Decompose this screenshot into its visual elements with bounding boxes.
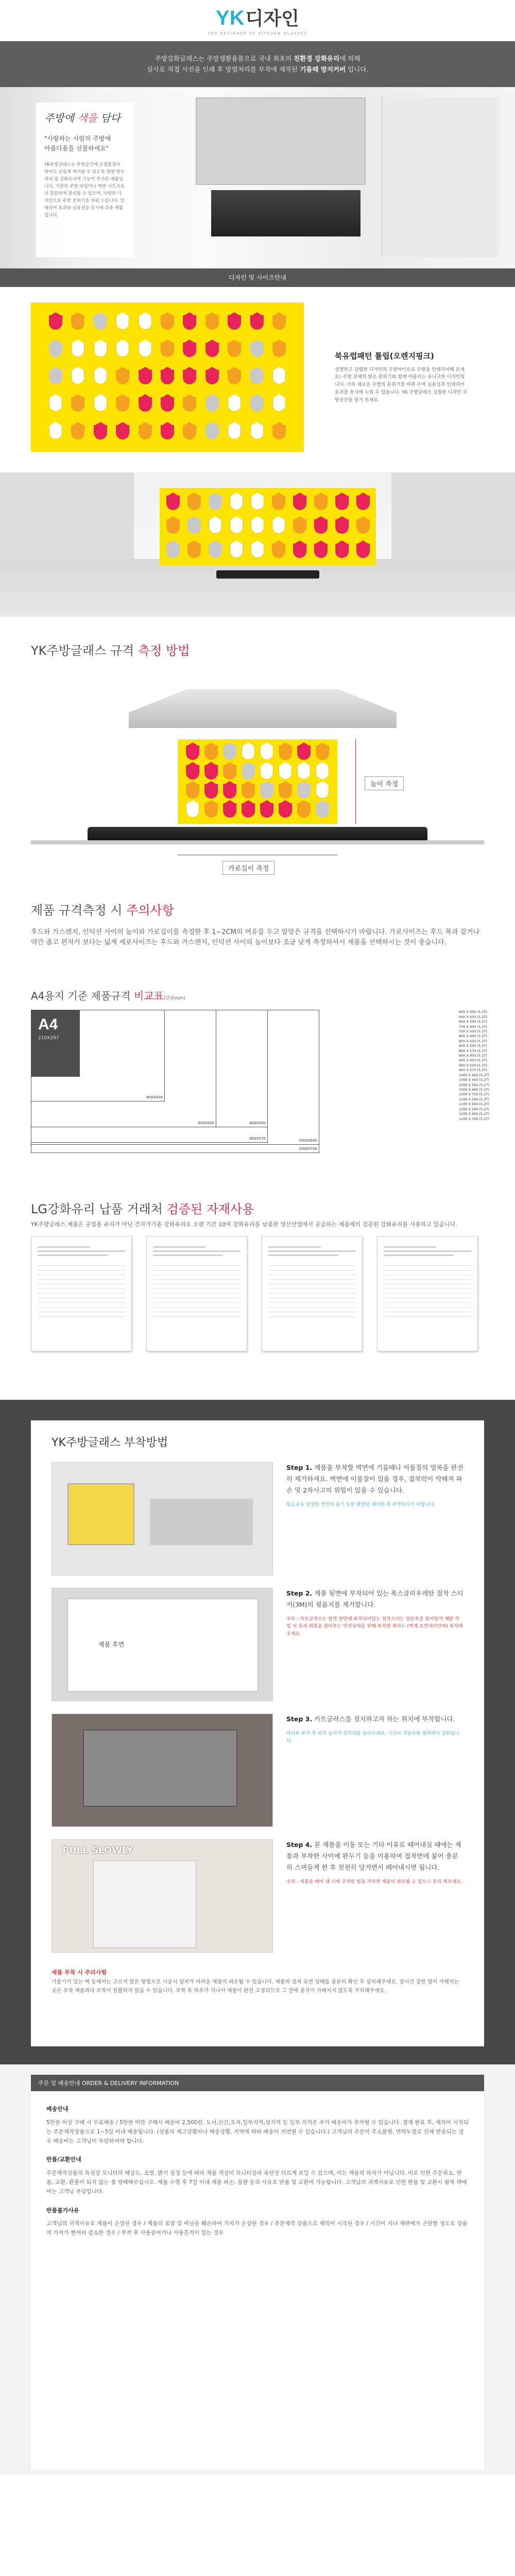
attach-card [31,1420,484,2046]
tulip-icon [272,425,286,439]
tulip-icon [228,370,241,384]
tulip-icon [356,519,370,534]
logo-yk: YK [216,7,245,29]
tulip-icon [183,370,196,384]
tulip-icon [260,784,273,799]
tulip-icon [71,397,84,412]
kitchen-photo [0,87,515,268]
step-2 [52,1588,464,1701]
tulip-icon [166,496,180,510]
section-title-bar: 디자인 및 사이즈안내 [0,268,515,287]
tulip-icon [230,496,243,510]
shipping-title: 배송안내 [46,2106,68,2113]
tulip-icon [139,370,152,384]
tulip-icon [116,397,129,412]
certificate-document [377,1236,478,1351]
delivery-section [0,2064,515,2475]
cabinet-right [391,472,515,559]
kitchen-oven [211,190,360,236]
tulip-icon [242,784,255,799]
attach-warning: 제품 부착 시 주의사항 기울기가 있는 벽 등에서는 고르지 않은 방법으로 시공시 설치가 어려운 제품이 파손될 수 있습니다. 제품의 설치 표면 상태를 충분히 확인 후 설치해주세요. 장시간 강한 열이 가해지는 곳은 부착 제품과의 부착이 원활하지 않을 수 있습니다. 부착 후 하루가 지나야 제품이 완전 고정되므로 그 전에 충격이 가해지지 않도록 주의해주세요. [52,1969,459,1994]
delivery-header: 주문 및 배송안내 ORDER & DELIVERY INFORMATION [31,2075,484,2091]
tulip-icon [139,425,152,439]
tulip-icon [251,544,264,558]
tulip-icon [205,370,219,384]
step4-title: Step 4. [286,1841,313,1849]
tulip-icon [272,544,285,558]
tulip-icon [272,370,286,384]
tulip-icon [251,519,264,534]
width-label: 가로길이 측정 [222,861,274,875]
caution-text: 후드와 가스렌지, 인덕션 사이의 높이와 가로길이를 측정한 후 1~2CM의 여유를 두고 알맞은 규격을 선택하시기 바랍니다. 가로사이즈는 후드 폭과 같거나 약간 좁고 편차가 보다는 넓게 세로사이즈는 후드와 가스렌지, 인덕션 사이의 높이보다 조금 낮게 측정하셔서 제품을 선택하시는 것이 좋습니다. [31,928,480,947]
tulip-icon [209,496,222,510]
tulip-icon [335,519,349,534]
step1-text: 제품을 부착할 벽면에 기름때나 이물질의 얼룩을 완전히 제거하세요. 벽면에 이물질이 있을 경우, 접착력이 약해져 파손 및 2차사고의 위험이 있을 수 있습니다. [286,1464,464,1494]
tulip-icon [161,397,174,412]
lg-text: YK주방글래스 제품은 공업용 유리가 아닌 건자가기용 강화유리로 오랜 기간 10여 강화유리를 납품한 영산산업에서 공급하는 제품에의 검증된 강화유리를 사용하고 있습니다. [31,1221,457,1228]
tulip-icon [139,343,152,357]
tulip-icon [183,397,196,412]
lg-glass-section [0,1183,515,1400]
tulip-icon [205,315,219,330]
tulip-icon [204,803,218,818]
size-list-item: 900 X 400 (5.2T) [459,1054,487,1058]
tulip-icon [186,784,199,799]
caution-title: 제품 규격측정 시 [31,903,127,918]
tulip-icon [116,343,129,357]
tulip-icon [260,803,273,818]
attach-method-section [0,1400,515,2064]
size-list-item: 800 X 570 (5.2T) [459,1048,487,1053]
exchange-title: 반품/교환안내 [46,2156,81,2163]
intro-text: 실사로 직접 사진을 인쇄 후 방염처리를 부착에 제작된 [146,65,300,73]
tulip-icon [251,496,264,510]
step4-text: 본 제품을 이동 또는 기타 이유로 떼어내실 때에는 제품과 부착한 사이에 완두기 등을 이용하여 접착면에 붙어 충분히 스며들게 한 후 천천히 당겨면서 떼어내시면 됩니다. [286,1841,461,1871]
logo-design: 디자인 [245,8,299,29]
tulip-icon [242,745,255,760]
size-list-item: 900 X 500 (5.2T) [459,1063,487,1067]
height-label: 높이 측정 [365,776,404,790]
tulip-icon [204,745,218,760]
tulip-icon [161,315,174,330]
size-compare-chart [31,1010,489,1164]
size-box: 600X500 [31,1010,216,1127]
card-headline: 주방에 색을 담다 [44,112,121,125]
a4-paper: A4 210X297 [31,1010,80,1077]
tulip-icon [161,343,174,357]
tulip-icon [314,519,328,534]
tulip-icon [356,544,370,558]
glass-panel [93,1860,196,1948]
step4-warning: 주의 : 제품을 떼어 낼 시에 무리한 힘을 가하면 제품이 파손될 수 있으니 유의 해주세요. [286,1879,462,1885]
pull-slowly-label: PULL SLOWLY [62,1845,133,1856]
tulip-icon [316,784,329,799]
lg-title: LG강화유리 납품 거래처 [31,1202,167,1217]
tulip-icon [228,343,241,357]
certificate-document [146,1236,247,1351]
tulip-icon [228,315,241,330]
step-3 [52,1714,464,1827]
size-box: 1000X700 [31,1010,319,1153]
exchange-text: 주문제작상품의 특성상 모니터의 해상도, 조명, 밝기 설정 등에 따라 제품 색상이 모니터상과 육안상 다르게 보일 수 있으며, 이는 제품의 하자가 아닙니다. 이로 인한 주문취소, 반품, 교환, 환불이 되지 않는 점 양해해주십시오. 제품 수령 후 7일 이내 제품 파손, 불량 등의 사유로 반품 및 교환이 가능합니다. 고객님의 귀책사유로 인한 반품 및 교환시 왕복 택배비는 고객님 부담입니다. [46,2170,467,2195]
step-1 [52,1462,464,1575]
card-quote: "사랑하는 사람의 주방에 아름다움을 선물하세요" [44,135,111,152]
tulip-icon [260,765,273,779]
range-hood [129,689,397,728]
tulip-icon [297,784,311,799]
shipping-text: 5만원 이상 구매 시 무료배송 / 5만원 미만 구매시 배송비 2,500원. 도서,산간,오지,일부지역,섬지역 등 일부 지역은 추가 배송비가 추가될 수 있습니다. 결제 완료 후, 제작이 시작되는 주문제작상품으로 1~5일 이내 배송됩니다. (상품의 재고상황이나 배송상황, 지역에 따라 배송이 지연될 수 있습니다.) 고객님의 주문이 주소불명, 연락두절로 인해 반송되는 경우 배송비는 고객님이 부담하셔야 합니다. [46,2119,469,2144]
intro-text: 에 의해 [339,55,360,62]
step1-hint: 특도교을 양생한 벽면의 물기 또한 완전히 제거한 후 부착하시기 바랍니다. [286,1502,436,1507]
tulip-icon [94,397,107,412]
tulip-icon [223,803,236,818]
size-list-item: 800 X 450 (5.2T) [459,1039,487,1043]
tulip-icon [272,496,285,510]
tulip-icon [250,315,264,330]
size-list [459,1010,489,1122]
logo-subtitle: THE DESIGNER OF KITCHEN GLASSES [208,31,307,36]
tulip-pattern-swatch [31,302,304,452]
kitchen-window [381,97,500,257]
size-list-item: 1100 X 600 (5.2T) [459,1102,489,1107]
tulip-icon [272,343,286,357]
size-box: 800X570 [31,1010,268,1143]
size-list-item: 600 X 500 (5.2T) [459,1020,487,1024]
tulip-icon [116,425,129,439]
tulip-icon [204,784,218,799]
tulip-icon [205,343,219,357]
tulip-icon [356,496,370,510]
height-line [355,739,356,824]
tulip-icon [139,397,152,412]
size-box: 1000X600 [31,1010,319,1145]
product-info [335,350,469,404]
measurement-diagram [0,663,515,885]
step1-photo [52,1462,273,1575]
tulip-icon [116,370,129,384]
product-description: 선명하고 강렬한 디자인의 주방마이트로 주방을 인테리어해 보세요! 주방 전체의 밝은 분위기와 함께 어울리는 유니크한 디자인입니다. 더욱 새로운 주방의 분위기를 바꿔 주며 실용성과 인테리어 효과를 동시에 누릴 수 있습니다. YK 주방글래스 심플한 디자인 주방공간을 즐겨 보세요. [335,367,468,403]
tulip-icon [161,425,174,439]
tulip-icon [166,519,180,534]
tulip-icon [250,397,264,412]
tulip-icon [71,425,84,439]
tulip-icon [94,315,107,330]
size-list-item: 1100 X 500 (5.2T) [459,1097,489,1101]
size-list-item: 1000 X 700 (5.2T) [459,1092,489,1097]
tulip-icon [49,370,62,384]
tulip-icon [228,425,241,439]
tulip-icon [230,519,243,534]
logo [216,4,299,30]
tulip-icon [242,803,255,818]
tulip-icon [94,425,107,439]
cooktop [216,570,319,579]
header [0,0,515,41]
tulip-icon [71,343,84,357]
tulip-icon [242,765,255,779]
refund-text: 고객님의 귀책사유로 제품이 손상된 경우 / 제품의 포장 및 비닐을 훼손하여 가치가 손상된 경우 / 주문제작 상품으로 제작이 시작된 경우 / 시간이 지나 재판매가 곤란할 정도로 상품의 가치가 현저히 감소한 경우 / 부착 후 사용중이거나 사용흔적이 있는 경우 [46,2221,468,2236]
size-list-item: 900 X 570 (5.2T) [459,1068,487,1073]
a4-heading: A4용지 기준 제품규격 비교표(단위mm) [31,990,185,1003]
tulip-icon [314,544,328,558]
product-pattern-row [0,287,515,472]
tulip-icon [183,343,196,357]
size-list-item: 900 X 450 (5.2T) [459,1058,487,1063]
step1-title: Step 1. [286,1464,313,1472]
step2-photo [52,1588,273,1701]
countertop [31,840,484,844]
tulip-icon [223,765,236,779]
size-list-item: 700 X 500 (5.2T) [459,1029,487,1033]
diagram-glass-panel [178,739,337,824]
tulip-icon [49,397,62,412]
measure-heading [0,617,515,663]
tulip-icon [272,519,285,534]
tulip-icon [187,544,201,558]
tulip-icon [314,496,328,510]
glass-sample [67,1483,134,1545]
size-list-item: 1000 X 500 (5.2T) [459,1082,489,1087]
tulip-icon [49,315,62,330]
step4-photo [52,1839,273,1953]
tulip-icon [223,784,236,799]
tulip-icon [293,496,306,510]
size-list-item: 1000 X 400 (5.2T) [459,1073,489,1077]
tulip-icon [183,315,196,330]
size-list-item: 1200 X 500 (5.2T) [459,1107,489,1111]
tulip-icon [279,784,292,799]
tulip-icon [260,745,273,760]
size-list-item: 600 X 450 (5.2T) [459,1014,487,1019]
kitchen-card [36,103,134,257]
certificate-document [31,1236,132,1351]
tulip-icon [293,544,306,558]
size-list-item: 700 X 400 (5.2T) [459,1024,487,1029]
tulip-icon [209,519,222,534]
tulip-icon [186,745,199,760]
tulip-icon [279,803,292,818]
tulip-icon [250,425,264,439]
tulip-icon [316,745,329,760]
tulip-icon [94,370,107,384]
size-box: 800X500 [31,1010,268,1127]
tulip-icon [272,397,286,412]
tulip-icon [187,496,201,510]
product-name: 북유럽패턴 튤립(오렌지핑크) [335,351,434,361]
certificates [0,1229,515,1351]
delivery-body [31,2091,484,2470]
tulip-icon [228,397,241,412]
size-list-item: 800 X 400 (5.2T) [459,1034,487,1039]
glass-back-label: 제품 후면 [98,1641,125,1649]
intro-highlight: 기름때 방지커버 [300,65,346,73]
tulip-icon [49,425,62,439]
tulip-icon [186,803,199,818]
step2-text: 제품 뒷면에 부착되어 있는 폭스클리우레탄 접착 스티커(3M)의 필름지를 제거합니다. [286,1589,464,1609]
measure-title-accent: 측정 방법 [138,643,190,658]
tulip-icon [335,496,349,510]
wall-area [150,1499,253,1545]
intro-highlight: 친환경 강화유리 [294,55,340,62]
tulip-icon [71,315,84,330]
measure-title: YK주방글래스 규격 [31,643,138,658]
certificate-document [262,1236,363,1351]
tulip-icon [49,343,62,357]
tulip-icon [166,544,180,558]
tulip-icon [297,803,311,818]
tulip-icon [279,745,292,760]
tulip-icon [187,519,201,534]
size-list-item: 1200 X 600 (5.2T) [459,1112,489,1116]
tulip-icon [293,519,306,534]
size-list-item: 1200 X 700 (5.2T) [459,1116,489,1121]
tulip-icon [279,765,292,779]
intro-banner [0,41,515,87]
tulip-icon [272,315,286,330]
intro-text: 주방강화글래스는 주방생활용품으로 국내 최초의 [154,55,294,62]
caution-title-accent: 주의사항 [126,903,174,918]
step-4 [52,1839,464,1953]
tulip-icon [183,425,196,439]
tulip-icon [116,315,129,330]
step3-photo [52,1714,273,1827]
step2-title: Step 2. [286,1589,313,1598]
lg-title-accent: 검증된 자재사용 [166,1202,254,1217]
size-list-item: 800 X 500 (5.2T) [459,1044,487,1048]
tulip-icon [316,765,329,779]
tulip-icon [205,397,219,412]
tulip-icon [94,343,107,357]
step2-warning: 주의 : 카트글라스는 알면 양면에 부착되어있는 접착스티는 양손꼭을 끌어당겨 제발 작업 시 유리 위쪽을 잡아주는 안전상태를 위해 부착한 위치는 (벽체 표면처리안에) 위치해주세요. [286,1617,463,1637]
step3-title: Step 3. [286,1715,313,1723]
tulip-icon [230,544,243,558]
size-list-item: 1000 X 600 (5.2T) [459,1088,489,1092]
a4-compare-section [0,988,515,1183]
tulip-icon [71,370,84,384]
tulip-icon [335,544,349,558]
size-list-item: 600 X 400 (5.2T) [459,1010,487,1014]
glass-panel [83,1730,237,1807]
intro-text: 입니다. [346,65,369,73]
kitchen-cabinet [196,97,366,185]
tulip-icon [250,343,264,357]
caution-section [0,885,515,988]
installed-glass-panel [160,488,376,565]
tulip-icon [297,745,311,760]
tulip-icon [205,425,219,439]
kitchen-photo-installed [0,472,515,617]
tulip-icon [250,370,264,384]
refund-title: 반품불가사유 [46,2207,79,2214]
tulip-icon [297,765,311,779]
glass-back [67,1599,258,1691]
tulip-icon [204,765,218,779]
tulip-icon [186,765,199,779]
size-list-item: 1000 X 450 (5.2T) [459,1078,489,1082]
tulip-icon [209,544,222,558]
tulip-icon [161,370,174,384]
step3-text: 카트글라스를 설치하고자 하는 위치에 부착합니다. [314,1715,455,1723]
attach-title: YK주방글래스 부착방법 [52,1436,168,1450]
tulip-icon [223,745,236,760]
cabinet-left [0,472,134,559]
tulip-icon [139,315,152,330]
card-description: YK주방글래스는 주방공간에 오염물질이 튀어도 손쉽게 제거할 수 있도록 방열·방수 처리 및 강화유리에 기능이 추가된 제품입니다. 기존의 주방 타일이나 벽면 시트지보다 깔끔하게 관리할 수 있으며, 다양한 디자인으로 주방 분위기를 바꿔 드립니다. 인테리어 효과와 실용성을 동시에 갖춘 제품입니다. [44,162,125,218]
step3-hint: 하단부 부착 후 위쪽 높이서 접착되를 눌러주세요. 시간이 지남수록 접착력이 강화됩니다. [286,1731,459,1744]
size-box: 600X400 [31,1010,165,1101]
tulip-icon [316,803,329,818]
